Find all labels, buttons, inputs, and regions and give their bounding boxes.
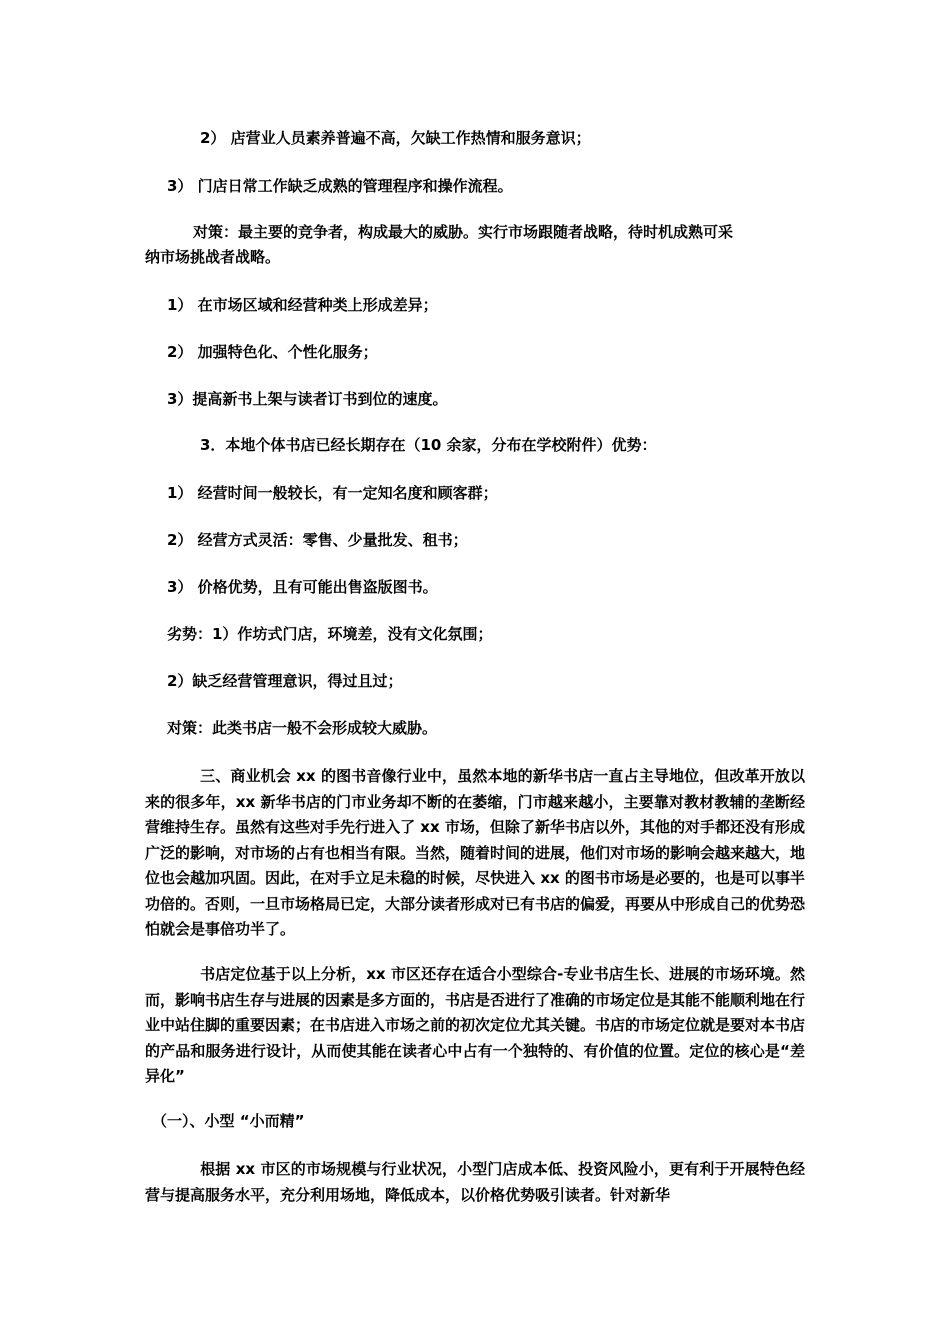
paragraph-store-positioning: 书店定位基于以上分析，xx 市区还存在适合小型综合-专业书店生长、进展的市场环境。然而，影响书店生存与进展的因素是多方面的，书店是否进行了准确的市场定位是其能不能顺利地在行业中站住脚的重要因素；在书店进入市场之前的初次定位尤其关键。书店的市场定位就是要对本书店的产品和服务进行设计，从而使其能在读者心中占有一个独特的、有价值的位置。定位的核心是“差异化” — [145, 965, 806, 1085]
text-line: 纳市场挑战者战略。 — [145, 248, 281, 266]
text-line: 2） 店营业人员素养普遍不高，欠缺工作热情和服务意识； — [200, 129, 591, 147]
paragraph-small-store: 根据 xx 市区的市场规模与行业状况，小型门店成本低、投资风险小，更有利于开展特色经营与提高服务水平，充分利用场地，降低成本，以价格优势吸引读者。针对新华 — [145, 1160, 805, 1204]
text-line: 3） 门店日常工作缺乏成熟的管理程序和操作流程。 — [167, 177, 513, 195]
section-heading: 3．本地个体书店已经长期存在（10 余家，分布在学校附件）优势： — [200, 436, 657, 454]
list-item: 2） 经营方式灵活：零售、少量批发、租书； — [167, 531, 468, 549]
text-line: 对策：此类书店一般不会形成较大威胁。 — [167, 719, 438, 737]
list-item: 3）提高新书上架与读者订书到位的速度。 — [167, 390, 448, 408]
text-line: 劣势：1）作坊式门店，环境差，没有文化氛围； — [167, 625, 493, 643]
list-item: 1） 在市场区域和经营种类上形成差异； — [167, 296, 438, 314]
list-item: 3） 价格优势，且有可能出售盗版图书。 — [167, 578, 438, 596]
subheading: （一）、小型 “小而精” — [152, 1112, 305, 1130]
list-item: 1） 经营时间一般较长，有一定知名度和顾客群； — [167, 484, 498, 502]
list-item: 2） 加强特色化、个性化服务； — [167, 343, 378, 361]
paragraph-business-opportunity: 三、商业机会 xx 的图书音像行业中，虽然本地的新华书店一直占主导地位，但改革开放以来的很多年，xx 新华书店的门市业务却不断的在萎缩，门市越来越小，主要靠对教材教辅的垄断经营维持生存。虽然有这些对手先行进入了 xx 市场，但除了新华书店以外，其他的对手都还没有形成广泛的影响，对市场的占有也相当有限。当然，随着时间的进展，他们对市场的影响会越来越大，地位也会越加巩固。因此，在对手立足未稳的时候，尽快进入 xx 的图书市场是必要的，也是可以事半功倍的。否则，一旦市场格局已定，大部分读者形成对已有书店的偏爱，再要从中形成自己的优势恐怕就会是事倍功半了。 — [145, 767, 806, 938]
text-line: 对策：最主要的竞争者，构成最大的威胁。实行市场跟随者战略，待时机成熟可采 — [193, 223, 734, 241]
list-item: 2）缺乏经营管理意识，得过且过； — [167, 672, 403, 690]
